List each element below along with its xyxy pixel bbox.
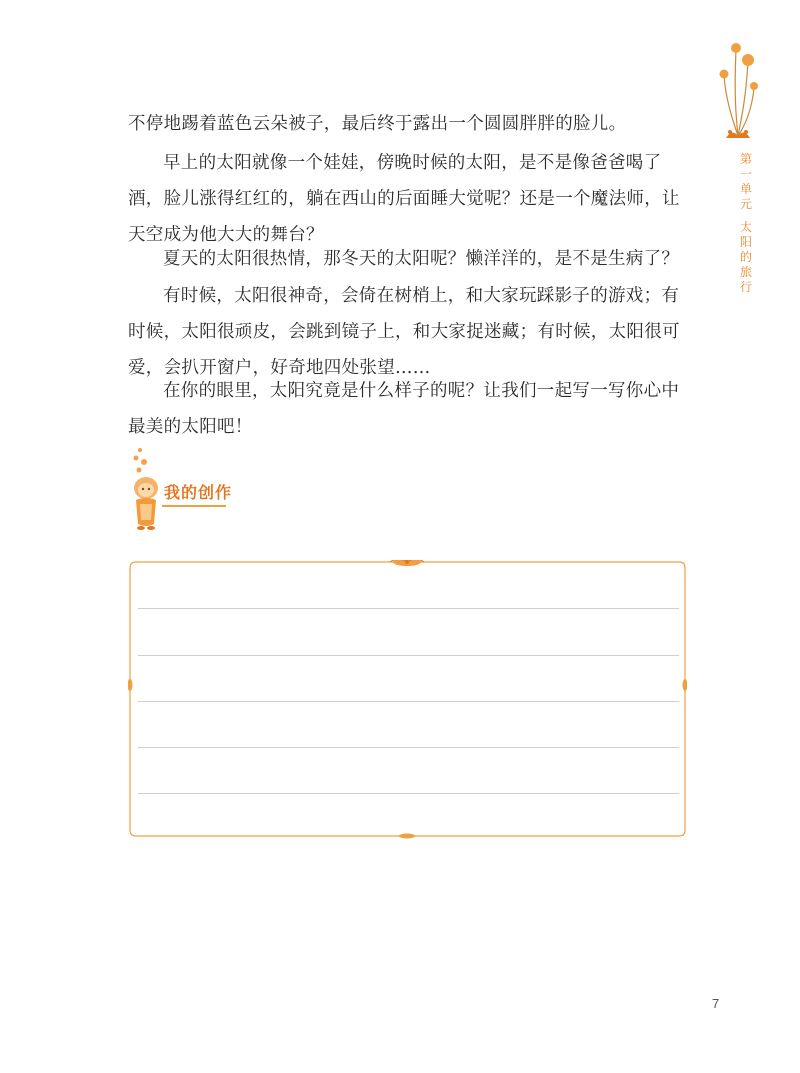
writing-line [138,747,679,748]
page-number: 7 [712,996,720,1011]
writing-line [138,701,679,702]
section-title: 我的创作 [164,483,233,502]
section-underline [162,505,226,507]
paragraph: 有时候，太阳很神奇，会倚在树梢上，和大家玩踩影子的游戏；有时候，太阳很顽皮，会跳到镜子上，和大家捉迷藏；有时候，太阳很可爱，会扒开窗户，好奇地四处张望…… [128,286,680,378]
writing-line [138,793,679,794]
writing-line [138,655,679,656]
unit-title: 太阳的旅行 [739,220,752,294]
unit-label: 第一单元 [739,152,752,211]
paragraph: 早上的太阳就像一个娃娃，傍晚时候的太阳，是不是像爸爸喝了酒，脸儿涨得红红的，躺在西山的后面睡大觉呢？还是一个魔法师，让天空成为他大大的舞台？ [128,153,680,245]
paragraph: 夏天的太阳很热情，那冬天的太阳呢？懒洋洋的，是不是生病了？ [163,249,680,269]
writing-area[interactable] [128,560,687,840]
mascot-icon [126,444,166,532]
writing-line [138,608,679,609]
dandelion-flowers-icon [716,36,762,146]
writing-box-frame [128,560,687,840]
paragraph: 不停地踢着蓝色云朵被子，最后终于露出一个圆圆胖胖的脸儿。 [128,114,627,134]
paragraph: 在你的眼里，太阳究竟是什么样子的呢？让我们一起写一写你心中最美的太阳吧！ [128,381,680,437]
